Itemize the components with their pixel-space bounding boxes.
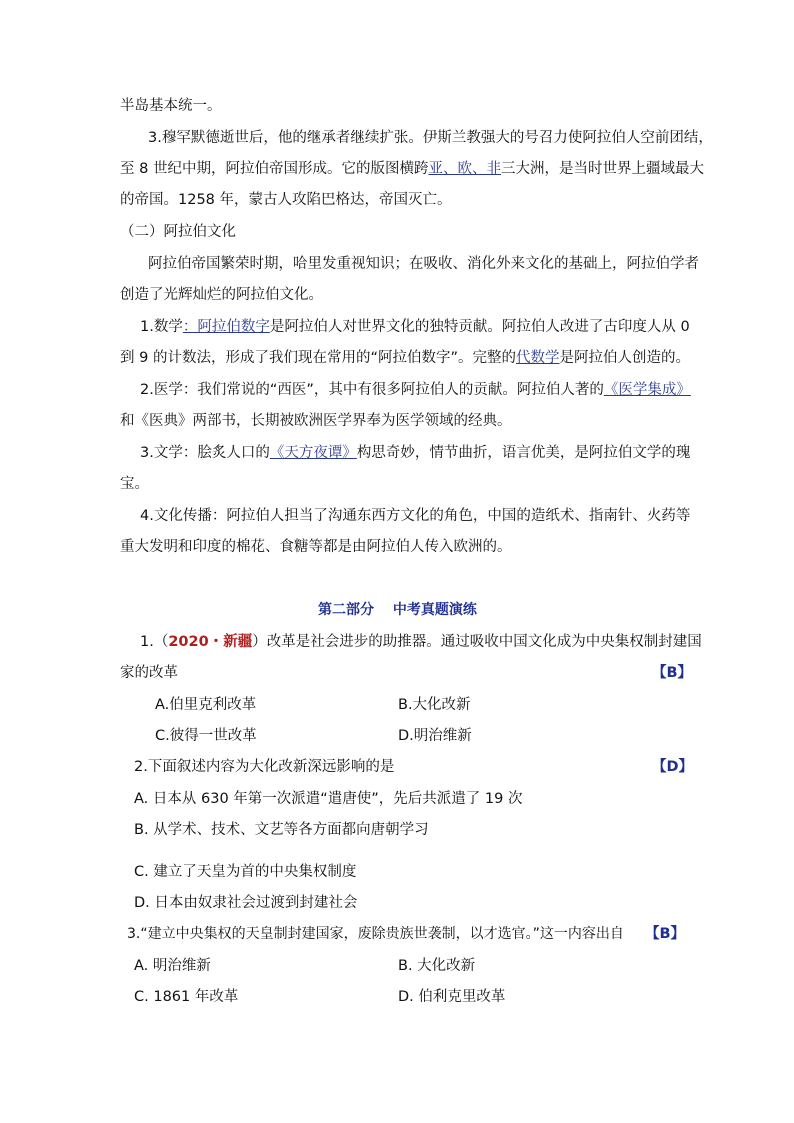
option-c: C. 建立了天皇为首的中央集权制度 (134, 864, 357, 880)
option-d: D. 日本由奴隶社会过渡到封建社会 (134, 895, 358, 911)
question-source: 2020・新疆 (168, 634, 253, 650)
option-a: A. 明治维新 (134, 958, 211, 974)
paragraph-line (120, 348, 690, 368)
question-2: 2.下面叙述内容为大化改新深远影响的是 (134, 759, 395, 775)
paragraph-line: 3.穆罕默德逝世后，他的继承者继续扩张。伊斯兰教强大的号召力使阿拉伯人空前团结， (148, 130, 713, 146)
paragraph-line: 重大发明和印度的棉花、食糖等都是由阿拉伯人传入欧洲的。 (120, 539, 512, 555)
text-span: 三大洲，是当时世界上疆域最大 (500, 161, 704, 177)
paragraph-line (140, 317, 690, 337)
link-asia-europe-africa[interactable]: 亚、欧、非 (428, 161, 501, 177)
paragraph-line: 创造了光辉灿烂的阿拉伯文化。 (120, 287, 323, 303)
option-b: B. 从学术、技术、文艺等各方面都向唐朝学习 (134, 822, 429, 838)
option-c: C.彼得一世改革 (155, 728, 257, 744)
option-d: D. 伯利克里改革 (398, 989, 506, 1005)
text-span: 到 9 的计数法，形成了我们现在常用的“阿拉伯数字”。完整的 (120, 350, 516, 366)
option-b: B.大化改新 (398, 697, 471, 713)
question-1-cont: 家的改革 (120, 665, 178, 681)
answer-badge: 【B】 (652, 665, 693, 681)
option-a: A. 日本从 630 年第一次派遣“遣唐使”，先后共派遣了 19 次 (134, 791, 523, 807)
question-1 (140, 632, 702, 652)
paragraph-line: 的帝国。1258 年，蒙古人攻陷巴格达，帝国灭亡。 (120, 192, 452, 208)
paragraph-line: 半岛基本统一。 (120, 98, 222, 114)
paragraph-line (120, 159, 704, 179)
section-title: （二）阿拉伯文化 (120, 224, 236, 240)
option-a: A.伯里克利改革 (155, 697, 257, 713)
paragraph-line: 阿拉伯帝国繁荣时期，哈里发重视知识；在吸收、消化外来文化的基础上，阿拉伯学者 (148, 256, 699, 272)
text-span: 至 8 世纪中期，阿拉伯帝国形成。它的版图横跨 (120, 161, 429, 177)
option-d: D.明治维新 (398, 728, 472, 744)
text-span: 构思奇妙，情节曲折，语言优美，是阿拉伯文学的瑰 (356, 445, 691, 461)
part-heading: 第二部分 中考真题演练 (318, 602, 477, 618)
paragraph-line: 和《医典》两部书，长期被欧洲医学界奉为医学领域的经典。 (120, 413, 512, 429)
question-3: 3.“建立中央集权的天皇制封建国家，废除贵族世袭制，以才选官。”这一内容出自 (127, 926, 624, 942)
option-b: B. 大化改新 (398, 958, 476, 974)
text-span: 是阿拉伯人创造的。 (559, 350, 690, 366)
text-span: 2.医学：我们常说的“西医”，其中有很多阿拉伯人的贡献。阿拉伯人著的 (140, 382, 604, 398)
question-number: 1.（ (140, 634, 169, 650)
paragraph-line: 4.文化传播：阿拉伯人担当了沟通东西方文化的角色，中国的造纸术、指南针、火药等 (140, 508, 691, 524)
link-arabic-numerals[interactable]: ：阿拉伯数字 (182, 319, 270, 335)
link-algebra[interactable]: 代数学 (515, 350, 560, 366)
answer-badge: 【D】 (652, 759, 694, 775)
question-text: ）改革是社会进步的助推器。通过吸收中国文化成为中央集权制封建国 (252, 634, 702, 650)
paragraph-line (140, 380, 691, 400)
text-span: 1.数学 (140, 319, 183, 335)
link-medical-canon[interactable]: 《医学集成》 (603, 382, 691, 398)
text-span: 3.文学：脍炙人口的 (140, 445, 270, 461)
answer-badge: 【B】 (645, 926, 686, 942)
link-arabian-nights[interactable]: 《天方夜谭》 (269, 445, 357, 461)
paragraph-line: 宝。 (120, 476, 149, 492)
option-c: C. 1861 年改革 (134, 989, 239, 1005)
paragraph-line (140, 443, 690, 463)
text-span: 是阿拉伯人对世界文化的独特贡献。阿拉伯人改进了古印度人从 0 (269, 319, 690, 335)
